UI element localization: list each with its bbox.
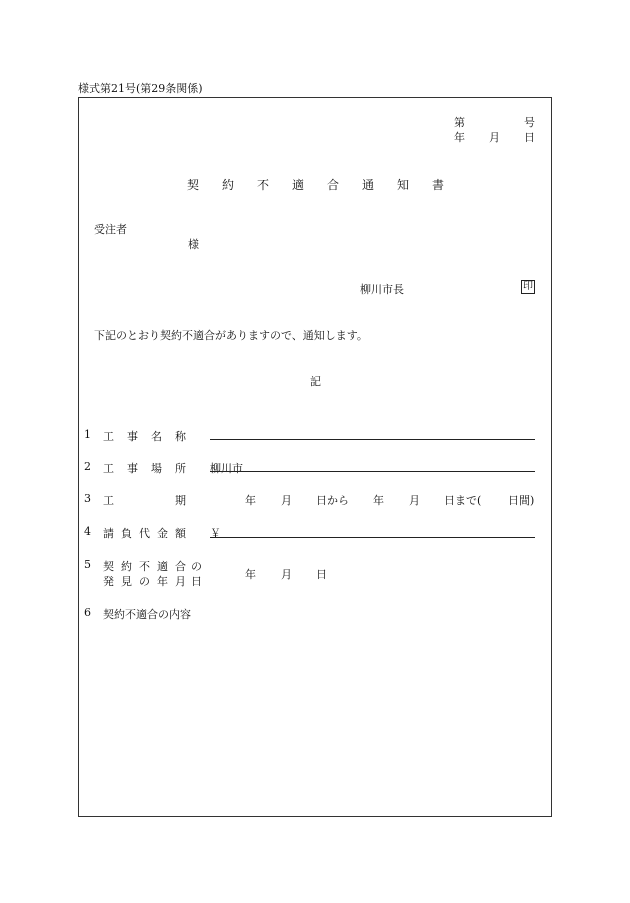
item-1-label-2: 事 — [127, 430, 138, 443]
item-5-number: 5 — [84, 558, 91, 571]
item-3-number: 3 — [84, 492, 91, 505]
item-3-label-2: 期 — [175, 494, 186, 507]
item-1-label-1: 工 — [103, 430, 114, 443]
title-char-5: 合 — [327, 178, 340, 192]
item-4-underline — [210, 537, 535, 538]
number-dai: 第 — [454, 116, 465, 129]
item-5-label1-6: の — [191, 560, 202, 573]
item-5-label2-4: 年 — [157, 575, 168, 588]
item-2-label-4: 所 — [175, 462, 186, 475]
item-4-label-5: 額 — [175, 527, 186, 540]
ki-heading: 記 — [310, 375, 321, 388]
title-char-2: 約 — [222, 178, 235, 192]
item-2-label-3: 場 — [151, 462, 162, 475]
seal-mark: 印 — [523, 281, 533, 292]
item-6-number: 6 — [84, 606, 91, 619]
title-char-7: 知 — [397, 178, 410, 192]
item-1-number: 1 — [84, 428, 91, 441]
item-2-value: 柳川市 — [210, 462, 243, 475]
item-4-label-3: 代 — [139, 527, 150, 540]
date-day: 日 — [524, 131, 535, 144]
title-char-6: 通 — [362, 178, 375, 192]
item-5-label2-6: 日 — [191, 575, 202, 588]
item-2-number: 2 — [84, 460, 91, 473]
period-end-month: 月 — [409, 494, 420, 507]
item-5-label2-1: 発 — [103, 575, 114, 588]
title-char-3: 不 — [257, 178, 270, 192]
recipient-label: 受注者 — [94, 223, 127, 236]
title-char-4: 適 — [292, 178, 305, 192]
date-year: 年 — [454, 131, 465, 144]
item-5-label1-1: 契 — [103, 560, 114, 573]
recipient-honorific: 様 — [188, 238, 199, 251]
title-char-8: 書 — [432, 178, 445, 192]
body-text: 下記のとおり契約不適合がありますので、通知します。 — [94, 329, 368, 342]
period-start-year: 年 — [245, 494, 256, 507]
date-month: 月 — [489, 131, 500, 144]
item-1-label-4: 称 — [175, 430, 186, 443]
form-number-label: 様式第21号(第29条関係) — [78, 82, 203, 95]
item-4-label-4: 金 — [157, 527, 168, 540]
item-1-underline — [210, 439, 535, 440]
number-go: 号 — [524, 116, 535, 129]
item-5-label2-5: 月 — [175, 575, 186, 588]
item-3-label-1: 工 — [103, 494, 114, 507]
item-4-label-2: 負 — [121, 527, 132, 540]
discovery-day: 日 — [316, 568, 327, 581]
item-4-label-1: 請 — [103, 527, 114, 540]
item-5-label2-3: の — [139, 575, 150, 588]
item-2-underline — [210, 471, 535, 472]
item-4-value: ￥ — [210, 527, 221, 540]
item-1-label-3: 名 — [151, 430, 162, 443]
item-5-label2-2: 見 — [121, 575, 132, 588]
sender-name: 柳川市長 — [360, 283, 404, 296]
notice-frame — [78, 97, 552, 817]
item-4-number: 4 — [84, 525, 91, 538]
title-char-1: 契 — [187, 178, 200, 192]
item-2-label-1: 工 — [103, 462, 114, 475]
discovery-year: 年 — [245, 568, 256, 581]
item-5-label1-2: 約 — [121, 560, 132, 573]
period-end-day: 日まで( — [444, 494, 482, 507]
item-2-label-2: 事 — [127, 462, 138, 475]
period-days: 日間) — [508, 494, 535, 507]
item-5-label1-3: 不 — [139, 560, 150, 573]
item-6-label: 契約不適合の内容 — [103, 608, 191, 621]
period-start-month: 月 — [281, 494, 292, 507]
discovery-month: 月 — [281, 568, 292, 581]
item-5-label1-5: 合 — [175, 560, 186, 573]
period-start-day: 日から — [316, 494, 349, 507]
period-end-year: 年 — [373, 494, 384, 507]
item-5-label1-4: 適 — [157, 560, 168, 573]
